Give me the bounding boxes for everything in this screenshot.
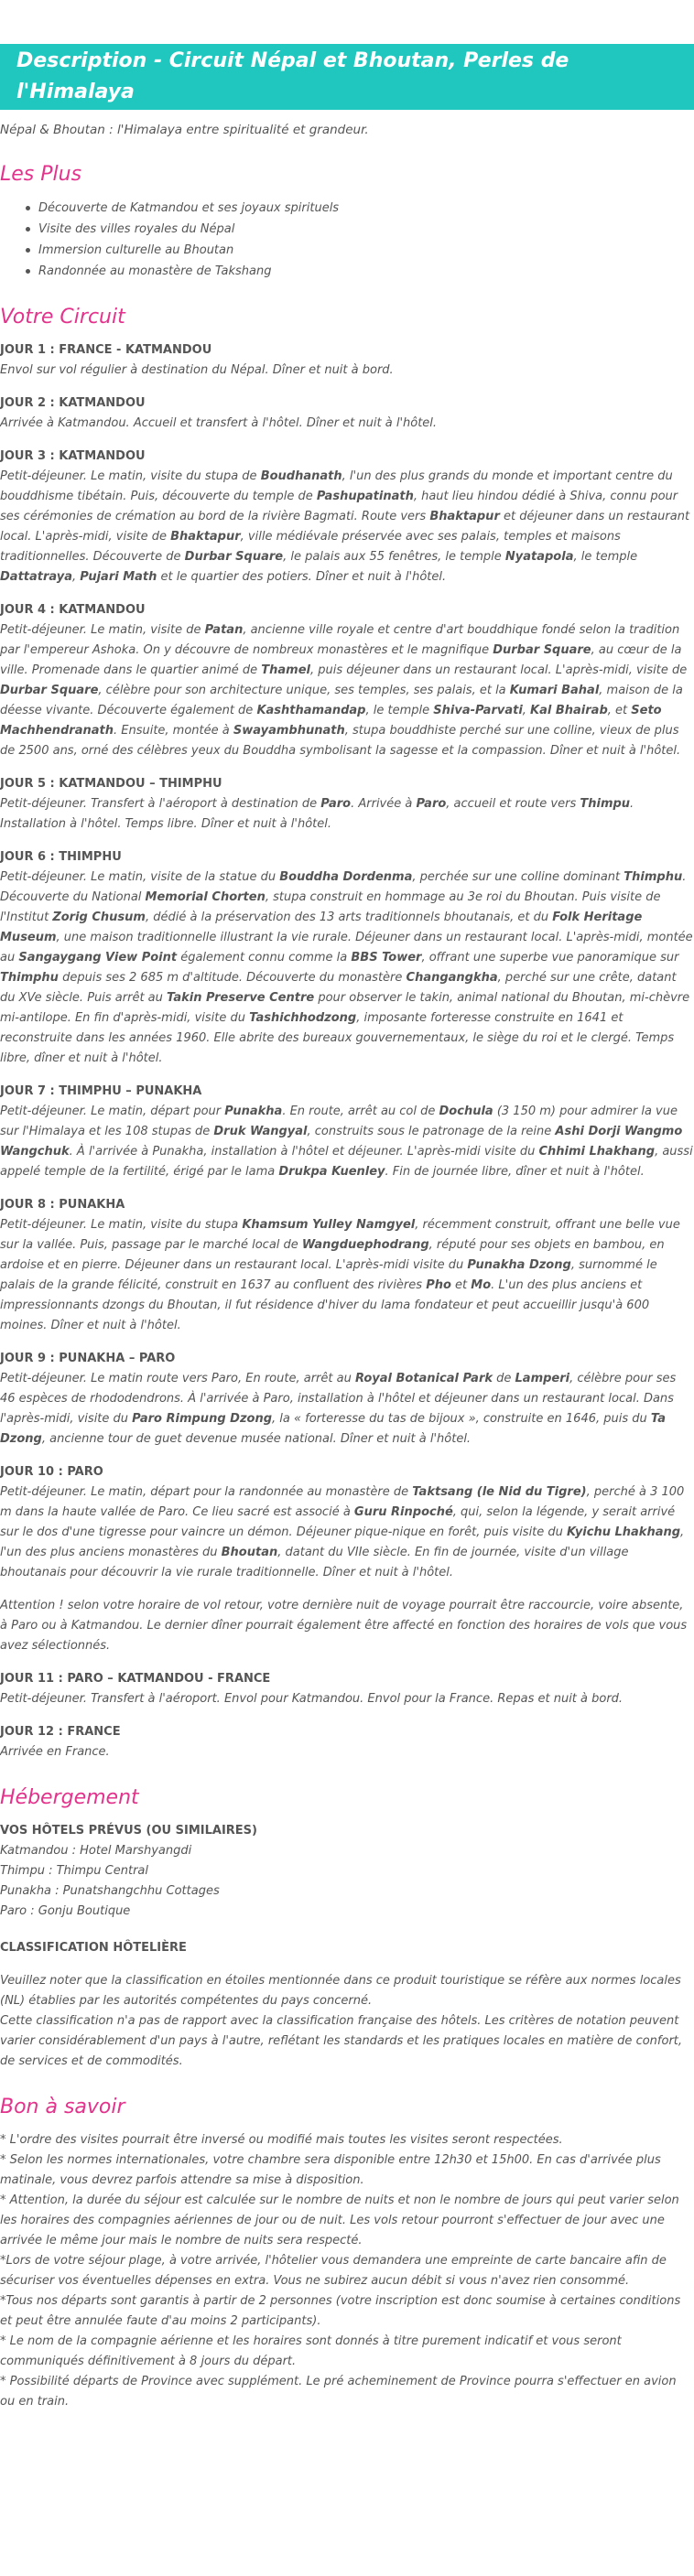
day-text-segment: , ancienne tour de guet devenue musée national. Dîner et nuit à l'hôtel.: [41, 1432, 472, 1446]
day-text-segment: , aussi appelé temple de la fertilité, érigé par le lama: [0, 1145, 693, 1179]
day-description: [0, 1482, 694, 1583]
day-text-segment: et: [450, 1278, 472, 1292]
bon-a-savoir-item: *Tous nos départs sont garantis à partir de 2 personnes (votre inscription est donc soumise à certaines conditions et peut être annulée faute d'au moins 2 participants).: [0, 2294, 681, 2328]
highlight-place: Bhaktapur: [170, 530, 241, 544]
day-text-segment: , l'un des plus anciens monastères du: [0, 1525, 685, 1559]
highlight-place: Lamperi: [515, 1372, 570, 1385]
day-text-segment: pour observer le takin, animal national du Bhoutan, mi-chèvre mi-antilope. En fin d'après-midi, visite du: [0, 991, 690, 1025]
day-text-segment: Petit-déjeuner. Le matin route vers Paro, En route, arrêt au: [0, 1372, 355, 1385]
day-text-segment: , le temple: [365, 704, 434, 717]
highlight-place: Pujari Math: [80, 570, 157, 584]
day-text-segment: , la « forteresse du tas de bijoux », construite en 1646, puis du: [272, 1412, 651, 1426]
day-text-segment: . Découverte du National: [0, 870, 687, 904]
day-text-segment: , le palais aux 55 fenêtres, le temple: [283, 550, 505, 564]
day-text-segment: Petit-déjeuner. Le matin, départ pour la randonnée au monastère de: [0, 1485, 413, 1499]
highlight-place: Bouddha Dordenma: [279, 870, 413, 884]
day-text-segment: . L'un des plus anciens et impressionnants dzongs du Bhoutan, il fut résidence d'hiver du lama fondateur et peut accueillir jusqu'à 600 moines. Dîner et nuit à l'hôtel.: [0, 1278, 650, 1332]
day-text-segment: , perchée sur une colline dominant: [412, 870, 624, 884]
day-text-segment: , dédié à la préservation des 13 arts traditionnels bhoutanais, et du: [145, 911, 553, 924]
plus-item: Randonnée au monastère de Takshang: [26, 261, 694, 282]
highlight-place: Thimpu: [580, 797, 631, 811]
day-text-segment: depuis ses 2 685 m d'altitude. Découverte du monastère: [58, 971, 407, 985]
plus-heading: Les Plus: [0, 163, 82, 186]
highlight-place: Durbar Square: [0, 684, 99, 697]
bon-a-savoir-item: * Le nom de la compagnie aérienne et les horaires sont donnés à titre purement indicatif et vous seront communiqués définitivement à 8 jours du départ.: [0, 2334, 622, 2368]
day-title: JOUR 12 : FRANCE: [0, 1725, 121, 1739]
day-text-segment: (3 150 m) pour admirer la vue sur l'Himalaya et les 108 stupas de: [0, 1105, 678, 1138]
highlight-place: Thamel: [261, 663, 310, 677]
day-text-segment: , offrant une superbe vue panoramique sur: [421, 951, 679, 965]
highlight-place: Khamsum Yulley Namgyel: [242, 1218, 416, 1232]
highlight-place: Drukpa Kuenley: [278, 1165, 385, 1179]
day-description: [0, 1369, 694, 1450]
highlight-place: Changangkha: [406, 971, 498, 985]
day-text-segment: , maison de la déesse vivante. Découverte également de: [0, 684, 683, 717]
highlight-place: Memorial Chorten: [145, 890, 266, 904]
day-block: [0, 1722, 694, 1762]
day-text-segment: , imposante forteresse construite en 1641 et reconstruite dans les années 1960. Elle abrite des bureaux gouvernementaux, le siège du roi et le clergé. Temps libre, dîner et nuit à l'hôtel.: [0, 1011, 675, 1065]
day-title: JOUR 1 : FRANCE - KATMANDOU: [0, 343, 212, 357]
plus-item: Visite des villes royales du Népal: [26, 219, 694, 240]
day-title: JOUR 3 : KATMANDOU: [0, 449, 146, 463]
circuit-heading: Votre Circuit: [0, 306, 125, 329]
highlight-place: Patan: [204, 623, 244, 637]
day-text-segment: . Ensuite, montée à: [113, 724, 233, 738]
attention-note: Attention ! selon votre horaire de vol retour, votre dernière nuit de voyage pourrait être raccourcie, voire absente, à Paro ou à Katmandou. Le dernier dîner pourrait également être affecté en fonction des horaires de vols que vous avez sélectionnés.: [0, 1599, 688, 1653]
hotel-line: Paro : Gonju Boutique: [0, 1904, 131, 1918]
highlight-place: Ta Dzong: [0, 1412, 666, 1446]
highlight-place: Tashichhodzong: [249, 1011, 357, 1025]
bon-a-savoir-list: [0, 2130, 694, 2412]
day-description: [0, 1689, 694, 1709]
highlight-place: Nyatapola: [504, 550, 574, 564]
day-title: JOUR 9 : PUNAKHA – PARO: [0, 1352, 176, 1365]
day-text-segment: ,: [522, 704, 531, 717]
bon-a-savoir-item: *Lors de votre séjour plage, à votre arrivée, l'hôtelier vous demandera une empreinte de carte bancaire afin de sécuriser vos éventuelles dépenses en extra. Vous ne subirez aucun débit si vous n'avez rien consommé.: [0, 2254, 667, 2288]
classification-heading: CLASSIFICATION HÔTELIÈRE: [0, 1941, 187, 1955]
day-text-segment: , stupa bouddhiste perché sur une colline, vieux de plus de 2500 ans, orné des célèbres yeux du Bouddha symbolisant la sagesse et la compassion. Dîner et nuit à l'hôtel.: [0, 724, 681, 758]
day-text-segment: . Fin de journée libre, dîner et nuit à l'hôtel.: [385, 1165, 645, 1179]
day-title: JOUR 4 : KATMANDOU: [0, 603, 146, 617]
day-text-segment: , perché à 3 100 m dans la haute vallée de Paro. Ce lieu sacré est associé à: [0, 1485, 685, 1519]
day-title: JOUR 7 : THIMPHU – PUNAKHA: [0, 1084, 202, 1098]
day-text-segment: , perché sur une crête, datant du XVe siècle. Puis arrêt au: [0, 971, 677, 1005]
highlight-place: Folk Heritage Museum: [0, 911, 643, 944]
plus-item: Immersion culturelle au Bhoutan: [26, 240, 694, 261]
day-title: JOUR 8 : PUNAKHA: [0, 1198, 125, 1212]
highlight-place: Bhaktapur: [429, 510, 500, 523]
classification-text: Veuillez noter que la classification en étoiles mentionnée dans ce produit touristique se réfère aux normes locales (NL) établies par les autorités compétentes du pays concerné.: [0, 1974, 681, 2008]
day-block: [0, 774, 694, 835]
highlight-place: Paro: [416, 797, 447, 811]
day-description: [0, 620, 694, 761]
day-text-segment: . À l'arrivée à Punakha, installation à l'hôtel et déjeuner. L'après-midi visite du: [69, 1145, 539, 1159]
day-text-segment: , ville médiévale préservée avec ses palais, temples et maisons traditionnelles. Découverte de: [0, 530, 621, 564]
day-text-segment: , qui, selon la légende, y serait arrivé sur le dos d'une tigresse pour vaincre un démon. Déjeuner pique-nique en forêt, puis visite du: [0, 1505, 676, 1539]
day-block: [0, 1195, 694, 1336]
day-text-segment: , célèbre pour ses 46 espèces de rhododendrons. À l'arrivée à Paro, installation à l'hôtel et déjeuner dans un restaurant local. Dans l'après-midi, visite du: [0, 1372, 677, 1426]
day-text-segment: ,: [72, 570, 81, 584]
day-text-segment: Petit-déjeuner. Le matin, visite du stupa de: [0, 469, 261, 483]
highlight-place: Sangaygang View Point: [18, 951, 178, 965]
day-text-segment: , au cœur de la ville. Promenade dans le quartier animé de: [0, 643, 682, 677]
day-block: [0, 1462, 694, 1583]
highlight-place: Zorig Chusum: [52, 911, 146, 924]
day-text-segment: de: [493, 1372, 515, 1385]
day-title: JOUR 10 : PARO: [0, 1465, 103, 1479]
day-text-segment: , surnommé le palais de la grande félicité, construit en 1637 au confluent des rivières: [0, 1258, 657, 1292]
highlight-place: Chhimi Lhakhang: [538, 1145, 656, 1159]
highlight-place: Royal Botanical Park: [354, 1372, 493, 1385]
day-text-segment: , construits sous le patronage de la reine: [307, 1125, 556, 1138]
highlight-place: Dattatraya: [0, 570, 73, 584]
highlight-place: Kyichu Lhakhang: [567, 1525, 681, 1539]
day-description: [0, 467, 694, 587]
highlight-place: Thimphu: [624, 870, 683, 884]
day-text-segment: , récemment construit, offrant une belle vue sur la vallée. Puis, passage par le marché local de: [0, 1218, 680, 1252]
day-block: [0, 1349, 694, 1450]
day-block: [0, 847, 694, 1069]
bon-a-savoir-item: * Possibilité départs de Province avec supplément. Le pré acheminement de Province pourra s'effectuer en avion ou en train.: [0, 2375, 677, 2409]
day-text-segment: . Arrivée à: [351, 797, 417, 811]
highlight-place: Pashupatinath: [316, 490, 414, 503]
highlight-place: Paro Rimpung Dzong: [132, 1412, 273, 1426]
day-text-segment: , accueil et route vers: [446, 797, 580, 811]
day-description: [0, 794, 694, 835]
classification-text: Cette classification n'a pas de rapport avec la classification française des hôtels. Les critères de notation peuvent varier considérablement d'un pays à l'autre, reflétant les standards et les pratiques locales en matière de confort, de services et de commodités.: [0, 2014, 683, 2068]
day-description: [0, 414, 694, 434]
highlight-place: Ashi Dorji Wangmo Wangchuk: [0, 1125, 683, 1159]
plus-item: Découverte de Katmandou et ses joyaux spirituels: [26, 198, 694, 219]
day-block: [0, 447, 694, 587]
day-text-segment: Envol sur vol régulier à destination du Népal. Dîner et nuit à bord.: [0, 363, 394, 377]
day-text-segment: Petit-déjeuner. Transfert à l'aéroport. Envol pour Katmandou. Envol pour la France. Repas et nuit à bord.: [0, 1692, 624, 1706]
highlight-place: Shiva-Parvati: [433, 704, 523, 717]
day-title: JOUR 11 : PARO – KATMANDOU - FRANCE: [0, 1672, 271, 1686]
highlight-place: Seto Machhendranath: [0, 704, 662, 738]
bon-a-savoir-item: * Attention, la durée du séjour est calculée sur le nombre de nuits et non le nombre de jours qui peut varier selon les horaires des compagnies aériennes de jour ou de nuit. Les vols retour pourront s'effectuer de jour avec une arrivée le même jour mais le nombre de nuits sera respecté.: [0, 2193, 679, 2247]
day-text-segment: , réputé pour ses objets en bambou, en ardoise et en pierre. Déjeuner dans un restaurant local. L'après-midi visite du: [0, 1238, 665, 1272]
day-text-segment: , le temple: [573, 550, 638, 564]
day-description: [0, 868, 694, 1069]
plus-list: [0, 198, 694, 282]
highlight-place: Bhoutan: [221, 1546, 278, 1559]
day-text-segment: Arrivée à Katmandou. Accueil et transfert à l'hôtel. Dîner et nuit à l'hôtel.: [0, 416, 438, 430]
hebergement-heading: Hébergement: [0, 1786, 139, 1809]
day-text-segment: . Installation à l'hôtel. Temps libre. Dîner et nuit à l'hôtel.: [0, 797, 634, 831]
highlight-place: BBS Tower: [351, 951, 422, 965]
highlight-place: Mo: [471, 1278, 492, 1292]
bon-a-savoir-item: * L'ordre des visites pourrait être inversé ou modifié mais toutes les visites seront respectées.: [0, 2133, 563, 2147]
day-text-segment: , datant du VIIe siècle. En fin de journée, visite d'un village bhoutanais pour découvrir la vie rurale traditionnelle. Dîner et nuit à l'hôtel.: [0, 1546, 629, 1579]
day-text-segment: Petit-déjeuner. Le matin, départ pour: [0, 1105, 225, 1118]
highlight-place: Punakha: [224, 1105, 283, 1118]
day-text-segment: Petit-déjeuner. Transfert à l'aéroport à destination de: [0, 797, 321, 811]
hotel-line: Punakha : Punatshangchhu Cottages: [0, 1884, 220, 1898]
day-block: [0, 393, 694, 434]
hotel-line: Thimpu : Thimpu Central: [0, 1864, 149, 1878]
day-title: JOUR 5 : KATMANDOU – THIMPHU: [0, 777, 222, 791]
hotel-line: Katmandou : Hotel Marshyangdi: [0, 1844, 192, 1858]
highlight-place: Pho: [426, 1278, 451, 1292]
subtitle: Népal & Bhoutan : l'Himalaya entre spiritualité et grandeur.: [0, 123, 369, 137]
highlight-place: Kal Bhairab: [530, 704, 608, 717]
day-text-segment: et déjeuner dans un restaurant local. L'après-midi, visite de: [0, 510, 690, 544]
highlight-place: Punakha Dzong: [467, 1258, 571, 1272]
day-text-segment: , stupa construit en hommage au 3e roi du Bhoutan. Puis visite de l'Institut: [0, 890, 661, 924]
day-text-segment: , puis déjeuner dans un restaurant local. L'après-midi, visite de: [309, 663, 688, 677]
day-text-segment: Petit-déjeuner. Le matin, visite du stupa: [0, 1218, 243, 1232]
day-description: [0, 1215, 694, 1336]
itinerary-days: [0, 340, 694, 1583]
day-block: [0, 1669, 694, 1709]
highlight-place: Durbar Square: [493, 643, 591, 657]
day-text-segment: , et: [607, 704, 632, 717]
day-title: JOUR 6 : THIMPHU: [0, 850, 122, 864]
day-text-segment: , ancienne ville royale et centre d'art bouddhique fondé selon la tradition par l'empereur Ashoka. On y découvre de nombreux monastères et le magnifique: [0, 623, 680, 657]
day-block: [0, 1082, 694, 1182]
day-text-segment: Arrivée en France.: [0, 1745, 110, 1759]
page-title: Description - Circuit Népal et Bhoutan, Perles de l'Himalaya: [0, 44, 694, 110]
day-description: [0, 361, 694, 381]
highlight-place: Takin Preserve Centre: [167, 991, 315, 1005]
day-text-segment: également connu comme la: [177, 951, 352, 965]
highlight-place: Kumari Bahal: [509, 684, 600, 697]
highlight-place: Guru Rinpoché: [353, 1505, 453, 1519]
highlight-place: Dochula: [439, 1105, 493, 1118]
day-description: [0, 1102, 694, 1182]
highlight-place: Paro: [320, 797, 352, 811]
day-description: [0, 1742, 694, 1762]
day-block: [0, 600, 694, 761]
highlight-place: Kashthamandap: [256, 704, 366, 717]
highlight-place: Swayambhunath: [233, 724, 345, 738]
highlight-place: Wangduephodrang: [301, 1238, 429, 1252]
day-text-segment: Petit-déjeuner. Le matin, visite de la statue du: [0, 870, 280, 884]
day-text-segment: , célèbre pour son architecture unique, ses temples, ses palais, et la: [98, 684, 510, 697]
day-block: [0, 340, 694, 381]
day-text-segment: , haut lieu hindou dédié à Shiva, connu pour ses cérémonies de crémation au bord de la rivière Bagmati. Route vers: [0, 490, 678, 523]
itinerary-days-after: [0, 1669, 694, 1762]
bon-a-savoir-item: * Selon les normes internationales, votre chambre sera disponible entre 12h30 et 15h00. En cas d'arrivée plus matinale, vous devrez parfois attendre sa mise à disposition.: [0, 2153, 661, 2187]
day-text-segment: Petit-déjeuner. Le matin, visite de: [0, 623, 205, 637]
day-title: JOUR 2 : KATMANDOU: [0, 396, 146, 410]
day-text-segment: . En route, arrêt au col de: [282, 1105, 439, 1118]
day-text-segment: , l'un des plus grands du monde et important centre du bouddhisme tibétain. Puis, découverte du temple de: [0, 469, 673, 503]
highlight-place: Durbar Square: [184, 550, 284, 564]
day-text-segment: et le quartier des potiers. Dîner et nuit à l'hôtel.: [157, 570, 447, 584]
hotels-heading: VOS HÔTELS PRÉVUS (OU SIMILAIRES): [0, 1824, 257, 1838]
day-text-segment: , une maison traditionnelle illustrant la vie rurale. Déjeuner dans un restaurant local. L'après-midi, montée au: [0, 931, 693, 965]
highlight-place: Thimphu: [0, 971, 59, 985]
highlight-place: Taktsang (le Nid du Tigre): [412, 1485, 587, 1499]
bon-a-savoir-heading: Bon à savoir: [0, 2096, 125, 2118]
highlight-place: Boudhanath: [260, 469, 342, 483]
highlight-place: Druk Wangyal: [213, 1125, 308, 1138]
